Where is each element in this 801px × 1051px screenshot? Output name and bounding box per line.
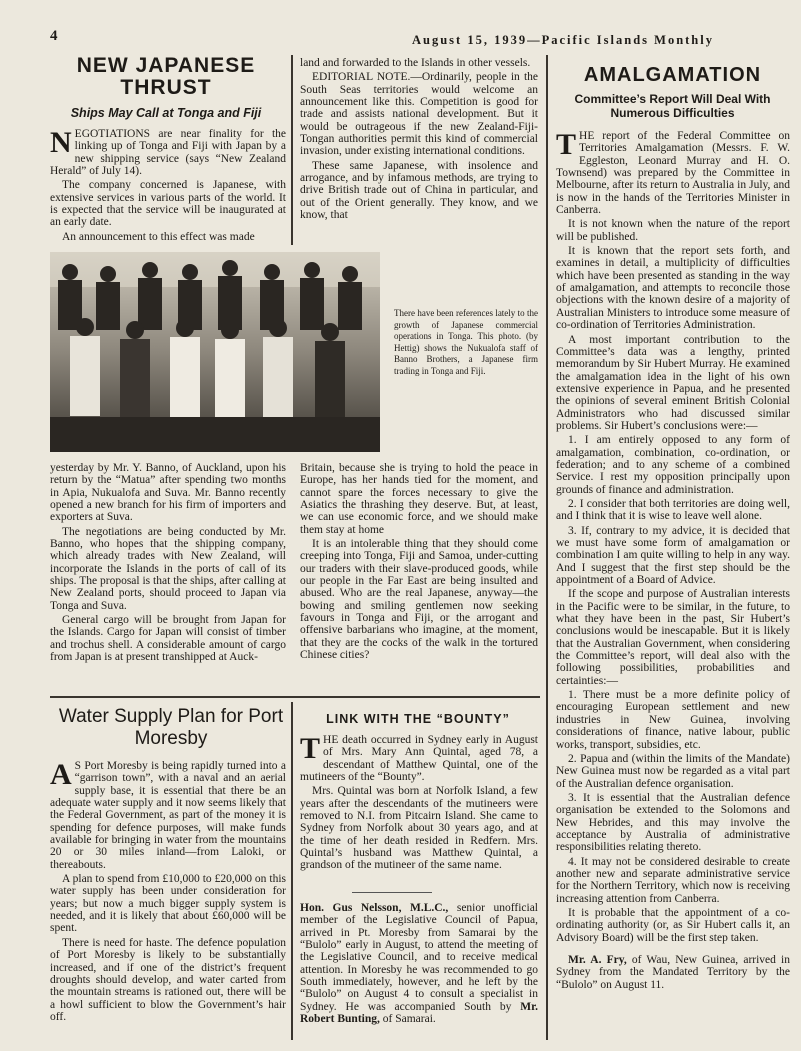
dropcap: T [556, 130, 577, 161]
article1-paragraph: NEGOTIATIONS are near finality for the linking up of Tonga and Fiji with Japan by a new shipping service (says “New Zealand Herald” of July 14). [50, 128, 286, 178]
article2-paragraph: 1. There must be a more definite policy of encouraging European settlement and new industries in New Guinea, involving considerations of finance, native labour, public works, transport, subsidies, etc. [556, 689, 790, 751]
editorial-note: EDITORIAL NOTE.—Ordinarily, people in the South Seas territories would welcome an announcement like this. Competition is good for trade and assists national development. But it would be outrageous if the new Zealand-Fiji-Tongan authorities permit this kind of commercial invasion, under existing international conditions. [300, 71, 538, 158]
article2-paragraph: THE report of the Federal Committee on Territories Amalgamation (Messrs. F. W. Eggleston, Leonard Murray and H. O. Townsend) was prepared by the Committee in Melbourne, after its return to Australia in July, and is now in the hands of the Territories Minister in Canberra. [556, 130, 790, 217]
dropcap: A [50, 760, 72, 791]
section-rule [50, 696, 540, 698]
article4-paragraph: THE death occurred in Sydney early in August of Mrs. Mary Ann Quintal, aged 78, a descendant of Matthew Quintal, one of the mutineers of the “Bounty”. [300, 734, 538, 784]
photo-caption: There have been references lately to the growth of Japanese commercial operations in Tonga. This photo. (by Hettig) shows the Nukualofa staff of Banno Brothers, a Japanese firm trading in Tonga and Fiji. [394, 308, 538, 376]
article1-bottom-column1 [50, 462, 286, 694]
page-number: 4 [50, 28, 58, 44]
article2-paragraph: It is probable that the appointment of a co-ordinating authority (or, as Sir Hubert calls it, an Advisory Board) will be the first step taken. [556, 906, 790, 944]
headline-amalgamation: AMALGAMATION [583, 64, 762, 86]
article2-paragraph: 3. If, contrary to my advice, it is decided that we must have some form of amalgamation or combination I am quite willing to help in any way. And I suggest that the first step should be the appointment of a Board of Advice. [556, 524, 790, 587]
dropcap: N [50, 128, 72, 159]
article1-paragraph: Britain, because she is trying to hold the peace in Europe, has her hands tied for the moment, and cannot spare the forces necessary to give the Asiatics the thrashing they deserve. But, at least, we can use economic force, and we should make them stay at home [300, 462, 538, 536]
person-name: Mr. Robert Bunting, [300, 1000, 538, 1026]
article2-paragraph: A most important contribution to the Committee’s data was a lengthy, printed memorandum by Sir Hubert Murray. He examined the amalgamation idea in the light of his own extensive experience in Papua, and he presented the opinions of several eminent British Colonial Administrators who had discussed similar problems. Sir Hubert’s conclusions were:— [556, 333, 790, 432]
spacer [556, 946, 790, 954]
article1-paragraph: These same Japanese, with insolence and arrogance, and by infamous methods, are trying to drive British trade out of China in particular, and out of the Orient generally. They know, and we know, that [300, 159, 538, 222]
personal-note: Hon. Gus Nelsson, M.L.C., senior unofficial member of the Legislative Council of Papua, arrived in Pt. Moresby from Samarai by the “Bulolo” early in August, to attend the meeting of the Legislative Council, and to receive medical attention. In Moresby he was recommended to go South immediately, however, and he left by the “Bulolo” on August 4 to consult a specialist in Sydney. He was accompanied South by Mr. Robert Bunting, of Samarai. [300, 902, 538, 1026]
running-head: August 15, 1939—Pacific Islands Monthly [412, 33, 714, 47]
article2-paragraph: If the scope and purpose of Australian interests in the Pacific were to be similar, in the future, to what they have been in the past, Sir Hubert’s conclusions would be inescapable. But it is likely that the Australian Government, when considering the Committee’s report, will deal also with the following possibilities, probabilities and certainties:— [556, 588, 790, 687]
article1-paragraph: land and forwarded to the Islands in other vessels. [300, 57, 531, 69]
column-rule [291, 55, 293, 245]
article1-paragraph: An announcement to this effect was made [62, 230, 255, 240]
article2-column [556, 130, 790, 1040]
article1-column1 [50, 128, 286, 240]
article1-column2 [300, 57, 538, 245]
article3-paragraph: A plan to spend from £10,000 to £20,000 on this water supply has been under consideration for years; but now a much bigger supply system is needed, and it is likely that about £60,000 will be spent. [50, 873, 286, 935]
person-name: Hon. Gus Nelsson, M.L.C., [300, 902, 449, 914]
article1-paragraph: It is an intolerable thing that they should come creeping into Tonga, Fiji and Samoa, under-cutting our traders with their slave-produced goods, while our people in the Far East are being insulted and abused. Who are the real Japanese, anyway—the bowing and smiling gentlemen now seeking favours in Tonga and Fiji, or the arrogant and offensive barbarians who imagine, at the moment, that they are the cocks of the walk in the tortured Chinese cities? [300, 538, 538, 662]
dropcap: T [300, 734, 321, 765]
person-name: Mr. A. Fry, [568, 954, 627, 966]
article4-paragraph: Mrs. Quintal was born at Norfolk Island, a few years after the descendants of the mutineers were removed to N.I. from Pitcairn Island. She came to Sydney from Norfolk about 30 years ago, and at the time of her death resided in Redfern. Mrs. Quintal’s husband was Matthew Quintal, a grandson of the mutineer of the same name. [300, 785, 538, 872]
staff-group-photograph [50, 252, 380, 452]
article2-paragraph: It is known that the report sets forth, and examines in detail, a multiplicity of difficulties which have been presented as standing in the way of amalgamation, and attempts to reconcile those objections with the known desire of a majority of Australian Ministers to introduce some measure of co-ordination of Territories Administration. [556, 245, 790, 332]
article4-column [300, 734, 538, 886]
article1-paragraph: The negotiations are being conducted by Mr. Banno, who hopes that the shipping company, which already trades with New Zealand, will incorporate the Islands in the ports of call of its ships. The proposal is that the ships, after calling at New Zealand ports, should proceed to Japan via Tonga and Suva. [50, 525, 286, 612]
article2-paragraph: 2. I consider that both territories are doing well, and I think that it is wise to leave well alone. [556, 497, 790, 523]
article1-paragraph: General cargo will be brought from Japan for the Islands. Cargo for Japan will consist of timber and trochus shell. A considerable amount of cargo from Japan is at present transhipped at Auck- [50, 614, 286, 664]
article2-paragraph: 1. I am entirely opposed to any form of amalgamation, combination, co-ordination, or federation; and to any scheme of a combined Service. I rest my opposition principally upon grounds of finance and administration. [556, 434, 790, 496]
headline-japanese-thrust: NEW JAPANESE THRUST [76, 54, 256, 99]
article2-paragraph: 3. It is essential that the Australian defence organisation be extended to the Solomons and New Hebrides, and this may involve the acceptance by Australia of administrative responsibilities relating thereto. [556, 791, 790, 854]
article1-paragraph: The company concerned is Japanese, with extensive services in various parts of the world. It is expected that the service will be inaugurated at an early date. [50, 179, 286, 229]
group-photo [50, 252, 380, 452]
article1-paragraph: yesterday by Mr. Y. Banno, of Auckland, upon his return by the “Matua” after spending two months in Apia, Nukualofa and Suva. Mr. Banno recently opened a new branch for his firm of importers and exporters at Suva. [50, 462, 286, 524]
article3-paragraph: A S Port Moresby is being rapidly turned into a “garrison town”, with a naval and an aerial supply base, it is essential that there be an adequate water supply and it now seems likely that the Federal Government, as part of the money it is spending for defence purposes, will make funds available for bringing in water from the mountains 20 or 30 miles inland—from Laloki, or thereabouts. [50, 760, 286, 871]
column-rule [291, 702, 293, 1040]
article1-bottom-column2 [300, 462, 538, 694]
headline-water-supply: Water Supply Plan for Port Moresby [58, 706, 284, 749]
column-rule [546, 55, 548, 1040]
article2-personal-note: Mr. A. Fry, of Wau, New Guinea, arrived in Sydney from the Mandated Territory by the “Bulolo” on August 11. [556, 954, 790, 991]
article4-personal-note [300, 902, 538, 1040]
article2-paragraph: It is not known when the nature of the report will be published. [556, 218, 790, 243]
article2-paragraph: 2. Papua and (within the limits of the Mandate) New Guinea must now be regarded as a vital part of the Australian defence organisation. [556, 752, 790, 790]
headline-bounty: LINK WITH THE “BOUNTY” [326, 712, 510, 726]
article3-column [50, 760, 286, 1040]
separator-line [352, 892, 432, 893]
article2-paragraph: 4. It may not be considered desirable to create another new and separate administrative service for the Northern Territory, which now is receiving increasing attention from Canberra. [556, 855, 790, 905]
article3-paragraph: There is need for haste. The defence population of Port Moresby is likely to be substantially increased, and if one of the district’s frequent droughts should develop, and water carted from the mountain streams is rationed out, there will be a howl sufficient to blow the Government’s hair off. [50, 936, 286, 1023]
subheadline-tonga-fiji: Ships May Call at Tonga and Fiji [70, 106, 262, 120]
subheadline-committee-report: Committee’s Report Will Deal With Numerous Difficulties [574, 92, 771, 120]
